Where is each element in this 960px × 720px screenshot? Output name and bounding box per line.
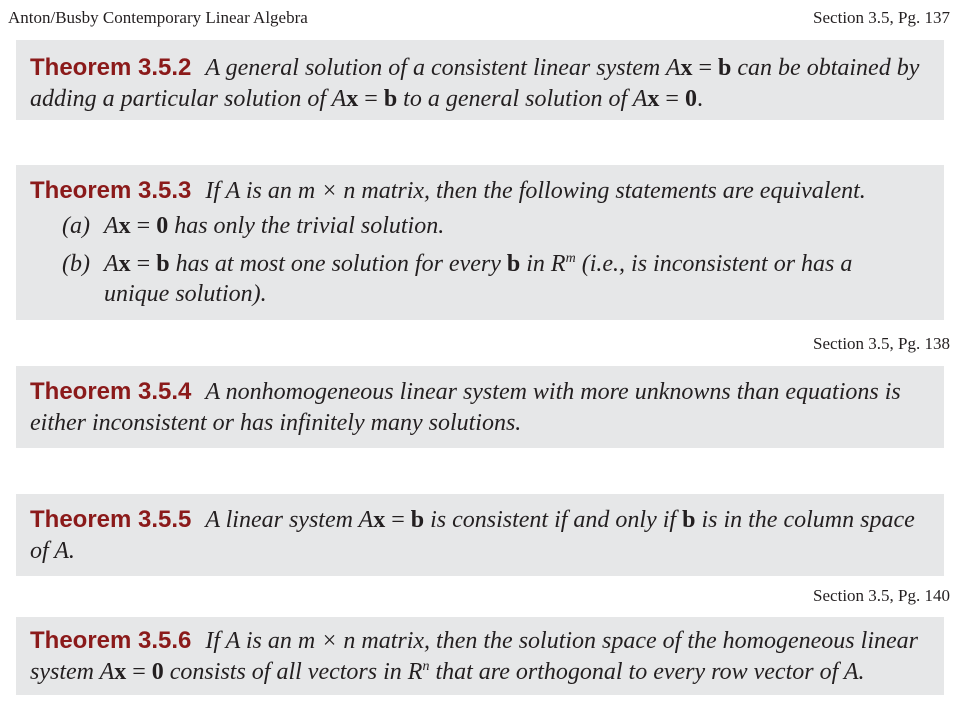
theorem-3-5-3-item-b-continued: unique solution). [104,281,267,307]
theorem-3-5-2-text: Theorem 3.5.2 A general solution of a consistent linear system Ax = b can be obtained by adding a particular solution of Ax = b to a general solution of Ax = 0. [30,54,920,112]
theorem-3-5-3-title: Theorem 3.5.3 [30,177,192,204]
theorem-3-5-5-box [16,494,944,576]
theorem-3-5-4-text: Theorem 3.5.4 A nonhomogeneous linear system with more unknowns than equations is either inconsistent or has infinitely many solutions. [30,378,901,436]
theorem-3-5-6-box [16,617,944,695]
theorem-3-5-6-text: Theorem 3.5.6 If A is an m × n matrix, then the solution space of the homogeneous linear system Ax = 0 consists of all vectors in $R^n$ that are orthogonal to every row vector of A. [30,627,918,685]
theorem-3-5-3-intro: Theorem 3.5.3 If A is an m × n matrix, then the following statements are equivalent. [30,177,866,204]
theorem-3-5-3-box [16,165,944,320]
theorem-3-5-2-title: Theorem 3.5.2 [30,54,192,81]
theorem-3-5-3-item-b: (b) Ax = b has at most one solution for every b in $R^m$ (i.e., is inconsistent or has a [62,251,853,277]
section-page-140: Section 3.5, Pg. 140 [813,586,950,605]
theorem-3-5-4-title: Theorem 3.5.4 [30,378,192,405]
theorem-3-5-5-text: Theorem 3.5.5 A linear system Ax = b is consistent if and only if b is in the column space of A. [30,506,915,564]
theorem-3-5-2-box [16,40,944,120]
theorem-3-5-6-title: Theorem 3.5.6 [30,627,192,654]
section-page-138: Section 3.5, Pg. 138 [813,334,950,353]
theorem-3-5-4-box [16,366,944,448]
theorem-3-5-3-item-a: (a) Ax = 0 has only the trivial solution. [62,213,445,239]
theorem-3-5-5-title: Theorem 3.5.5 [30,506,192,533]
book-title: Anton/Busby Contemporary Linear Algebra [8,8,308,27]
section-page-137: Section 3.5, Pg. 137 [813,8,950,27]
